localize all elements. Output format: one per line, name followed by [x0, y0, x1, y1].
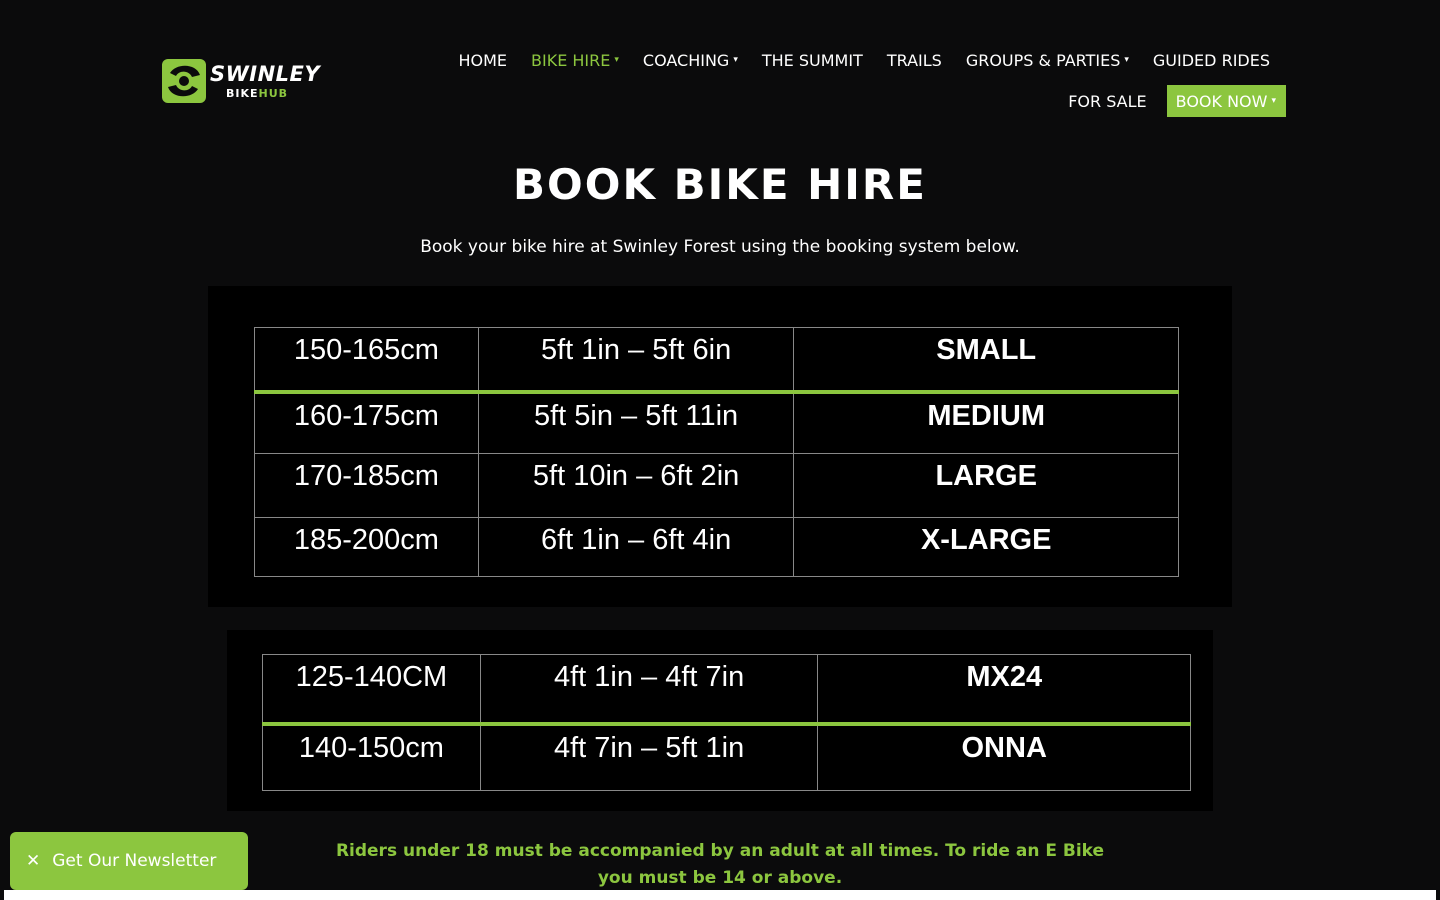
- logo-sub-hub: HUB: [258, 86, 289, 100]
- nav-the-summit[interactable]: [750, 51, 875, 70]
- table-row: [255, 328, 1179, 392]
- page-intro: Book your bike hire at Swinley Forest using the booking system below.: [420, 237, 1020, 257]
- height-cm-cell: 150-165cm: [255, 328, 479, 392]
- notice-line-2: you must be 14 or above.: [597, 868, 843, 888]
- height-ft-cell: 5ft 10in – 6ft 2in: [478, 454, 794, 518]
- secondary-nav: [1056, 85, 1278, 117]
- logo-subtitle: [226, 88, 320, 99]
- nav-coaching[interactable]: [631, 51, 750, 70]
- frame-size-cell: ONNA: [818, 724, 1191, 791]
- logo-sub-bike: BIKE: [226, 86, 259, 100]
- frame-size-cell: MEDIUM: [794, 392, 1179, 454]
- table-row: [263, 655, 1191, 724]
- close-icon[interactable]: ✕: [26, 851, 41, 871]
- adult-size-table: [254, 327, 1179, 577]
- nav-trails-label: TRAILS: [886, 50, 942, 70]
- nav-for-sale-label: FOR SALE: [1068, 91, 1147, 111]
- nav-coaching-label: COACHING: [642, 50, 730, 70]
- table-row: [255, 454, 1179, 518]
- frame-size-cell: SMALL: [794, 328, 1179, 392]
- site-logo[interactable]: [162, 58, 324, 104]
- chevron-down-icon: ▾: [733, 55, 738, 65]
- book-now-button[interactable]: [1167, 85, 1286, 117]
- page-title: BOOK BIKE HIRE: [513, 160, 927, 209]
- logo-wordmark: SWINLEY: [210, 61, 321, 86]
- newsletter-label: Get Our Newsletter: [52, 851, 217, 871]
- newsletter-tab[interactable]: [10, 832, 248, 890]
- nav-home[interactable]: [446, 51, 519, 70]
- frame-size-cell: LARGE: [794, 454, 1179, 518]
- nav-home-label: HOME: [458, 50, 507, 70]
- nav-the-summit-label: THE SUMMIT: [761, 50, 863, 70]
- table-row: [255, 518, 1179, 577]
- height-ft-cell: 5ft 5in – 5ft 11in: [478, 392, 794, 454]
- booking-widget-edge: [4, 890, 1436, 900]
- chevron-down-icon: ▾: [1124, 55, 1129, 65]
- height-cm-cell: 185-200cm: [255, 518, 479, 577]
- frame-size-cell: X-LARGE: [794, 518, 1179, 577]
- nav-bike-hire-label: BIKE HIRE: [531, 50, 611, 70]
- table-row: [255, 392, 1179, 454]
- nav-groups-parties-label: GROUPS & PARTIES: [965, 50, 1121, 70]
- nav-trails[interactable]: [875, 51, 954, 70]
- swinley-logo-icon: [162, 59, 206, 103]
- height-ft-cell: 4ft 7in – 5ft 1in: [480, 724, 818, 791]
- height-ft-cell: 4ft 1in – 4ft 7in: [480, 655, 818, 724]
- book-now-label: BOOK NOW: [1175, 91, 1268, 111]
- table-row: [263, 724, 1191, 791]
- nav-for-sale[interactable]: [1056, 92, 1162, 111]
- chevron-down-icon: ▾: [614, 55, 619, 65]
- nav-groups-parties[interactable]: [954, 51, 1141, 70]
- nav-guided-rides-label: GUIDED RIDES: [1152, 50, 1270, 70]
- height-ft-cell: 6ft 1in – 6ft 4in: [478, 518, 794, 577]
- chevron-down-icon: ▾: [1271, 96, 1276, 106]
- height-cm-cell: 170-185cm: [255, 454, 479, 518]
- height-cm-cell: 125-140CM: [263, 655, 481, 724]
- junior-size-table: [262, 654, 1191, 791]
- nav-guided-rides[interactable]: [1141, 51, 1270, 70]
- notice-line-1: Riders under 18 must be accompanied by an adult at all times. To ride an E Bike: [335, 841, 1105, 861]
- height-cm-cell: 160-175cm: [255, 392, 479, 454]
- frame-size-cell: MX24: [818, 655, 1191, 724]
- height-cm-cell: 140-150cm: [263, 724, 481, 791]
- main-nav: [446, 48, 1278, 72]
- height-ft-cell: 5ft 1in – 5ft 6in: [478, 328, 794, 392]
- nav-bike-hire[interactable]: [519, 51, 631, 70]
